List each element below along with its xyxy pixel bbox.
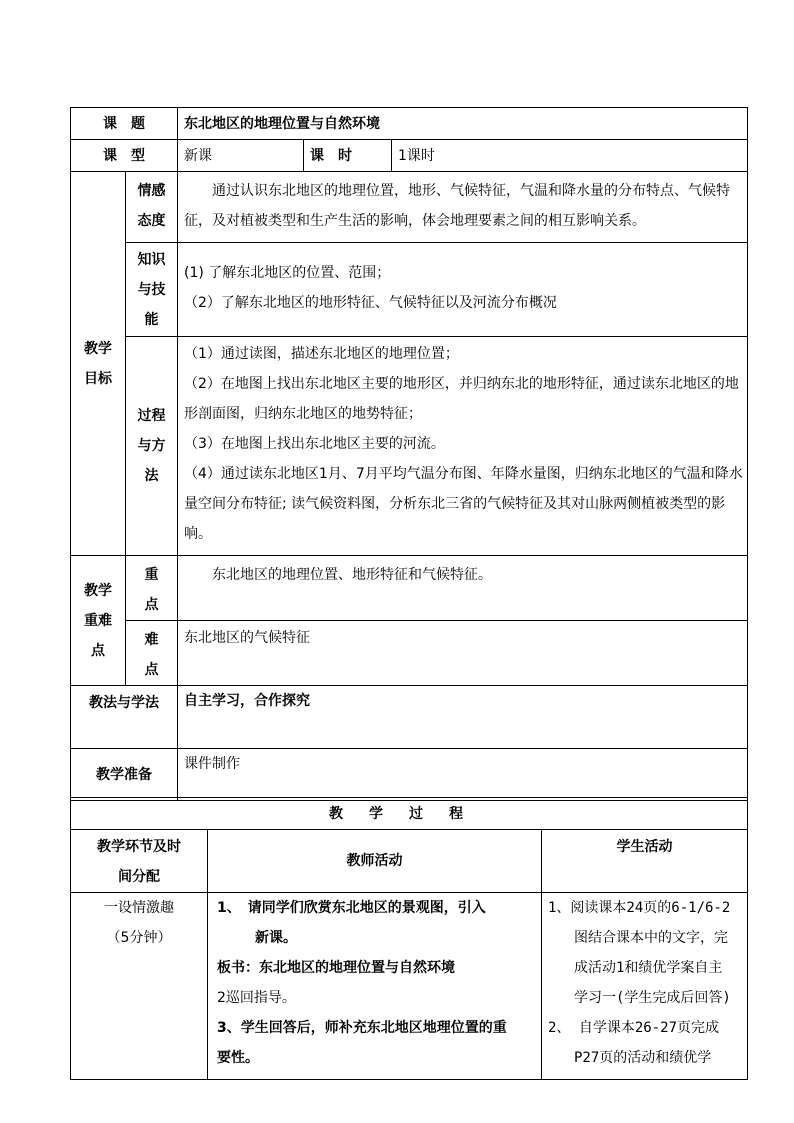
difficult-label <box>126 621 178 686</box>
student-line-5: 2、 自学课本26-27页完成 <box>548 1020 720 1036</box>
col-stage-header <box>71 830 208 893</box>
lesson-plan-table <box>70 107 748 801</box>
key-points-group-label <box>71 556 126 686</box>
knowledge-item-2: （2）了解东北地区的地形特征、气候特征以及河流分布概况 <box>184 295 557 311</box>
teacher-line-2: 新课。 <box>255 930 297 946</box>
teacher-line-5: 3、学生回答后，师补充东北地区地理位置的重 <box>217 1020 507 1036</box>
process-item-1: （1）通过读图，描述东北地区的地理位置； <box>184 346 459 362</box>
method-row <box>71 686 748 749</box>
method-label-text: 教法与学法 <box>89 695 159 711</box>
knowledge-item-1: (1) 了解东北地区的位置、范围； <box>184 265 391 281</box>
process-title-row <box>71 798 748 830</box>
emotion-label <box>126 172 178 243</box>
prep-row <box>71 749 748 801</box>
student-line-1: 1、阅读课本24页的6-1/6-2 <box>548 900 731 916</box>
knowledge-row <box>71 243 748 337</box>
method-label <box>71 686 178 749</box>
teacher-line-4: 2巡回指导。 <box>217 990 296 1006</box>
knowledge-label <box>126 243 178 337</box>
key-label <box>126 556 178 621</box>
stage-name: 一设情激趣 <box>104 900 174 916</box>
type-label: 课 型 <box>71 140 178 172</box>
difficult-text: 东北地区的气候特征 <box>178 621 748 686</box>
objectives-group-label <box>71 172 126 556</box>
teacher-line-6: 要性。 <box>217 1050 259 1066</box>
key-points-label-text: 教学重难点 <box>84 582 112 659</box>
col-stage-text: 教学环节及时间分配 <box>97 839 181 885</box>
method-value: 自主学习，合作探究 <box>178 686 748 749</box>
process-header-row <box>71 830 748 893</box>
emotion-text <box>178 172 748 243</box>
type-row <box>71 140 748 172</box>
emotion-label-text: 情感态度 <box>137 183 166 229</box>
emotion-row <box>71 172 748 243</box>
student-line-4: 学习一(学生完成后回答) <box>574 990 731 1006</box>
knowledge-text <box>178 243 748 337</box>
process-method-label <box>126 337 178 556</box>
stage-time: （5分钟） <box>106 930 172 946</box>
key-point-row <box>71 556 748 621</box>
process-item-3: （3）在地图上找出东北地区主要的河流。 <box>184 436 445 452</box>
topic-label: 课 题 <box>71 108 178 140</box>
prep-value: 课件制作 <box>178 749 748 801</box>
stage-row-1 <box>71 893 748 1080</box>
key-label-text: 重点 <box>144 567 159 613</box>
process-method-row <box>71 337 748 556</box>
col-teacher-header: 教师活动 <box>208 830 542 893</box>
difficult-point-row <box>71 621 748 686</box>
teaching-process-table <box>70 797 748 1080</box>
student-line-6: P27页的活动和绩优学 <box>574 1050 712 1066</box>
key-text <box>178 556 748 621</box>
topic-row <box>71 108 748 140</box>
process-title: 教学过程 <box>71 798 748 830</box>
student-line-3: 成活动1和绩优学案自主 <box>574 960 723 976</box>
difficult-label-text: 难点 <box>144 632 159 678</box>
process-method-label-text: 过程与方法 <box>137 408 166 484</box>
key-paragraph: 东北地区的地理位置、地形特征和气候特征。 <box>212 567 492 583</box>
teacher-activity <box>208 893 542 1080</box>
knowledge-label-text: 知识与技能 <box>137 252 166 328</box>
type-value: 新课 <box>178 140 304 172</box>
prep-label: 教学准备 <box>71 749 178 801</box>
topic-value: 东北地区的地理位置与自然环境 <box>178 108 748 140</box>
hours-label: 课 时 <box>304 140 392 172</box>
teacher-line-3: 板书：东北地区的地理位置与自然环境 <box>217 960 455 976</box>
student-activity <box>542 893 748 1080</box>
process-item-2: （2）在地图上找出东北地区主要的地形区，并归纳东北的地形特征，通过读东北地区的地形剖面图，归纳东北地区的地势特征； <box>184 376 739 422</box>
stage-cell <box>71 893 208 1080</box>
col-student-header: 学生活动 <box>542 830 748 893</box>
process-method-text <box>178 337 748 556</box>
process-item-4: （4）通过读东北地区1月、7月平均气温分布图、年降水量图，归纳东北地区的气温和降水量空间分布特征; 读气候资料图，分析东北三省的气候特征及其对山脉两侧植被类型的影响。 <box>184 466 743 542</box>
student-line-2: 图结合课本中的文字，完 <box>574 930 728 946</box>
hours-value: 1课时 <box>392 140 748 172</box>
teacher-line-1: 1、 请同学们欣赏东北地区的景观图，引入 <box>217 900 486 916</box>
emotion-paragraph: 通过认识东北地区的地理位置，地形、气候特征，气温和降水量的分布特点、气候特征，及对植被类型和生产生活的影响，体会地理要素之间的相互影响关系。 <box>184 183 730 229</box>
objectives-label-text: 教学目标 <box>84 340 112 387</box>
